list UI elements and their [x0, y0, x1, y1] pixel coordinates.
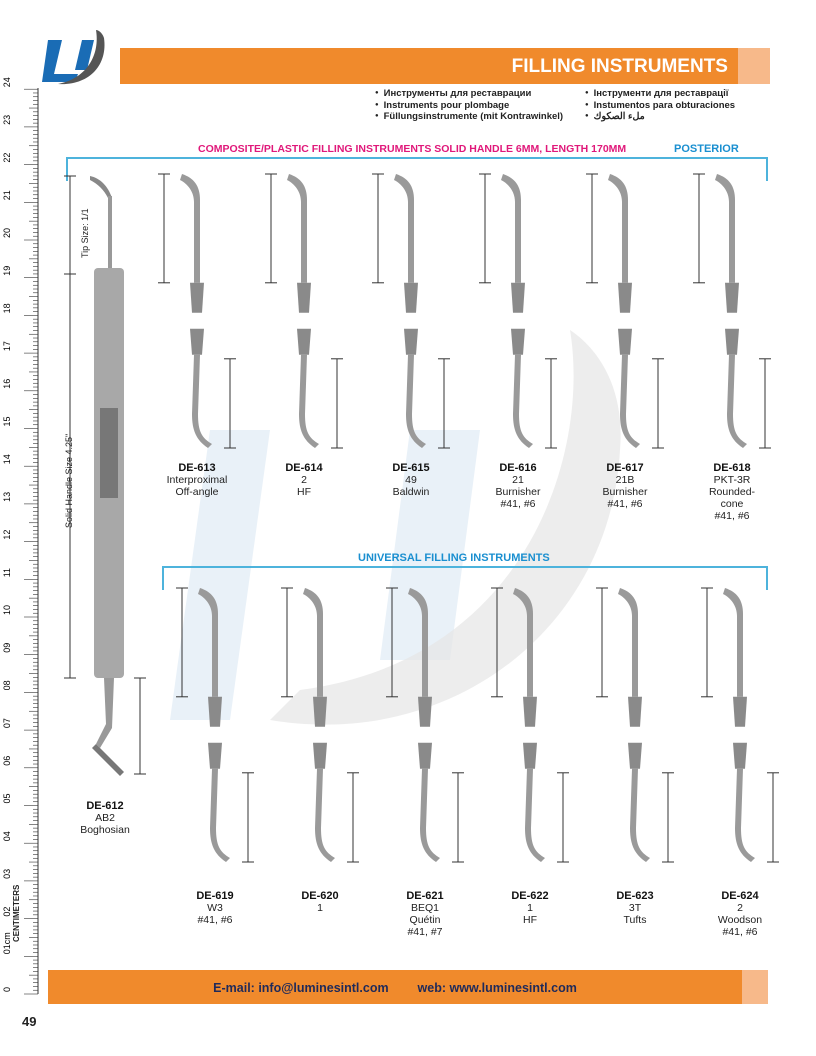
caption-de-619	[170, 890, 260, 926]
instrument-desc: HF	[297, 486, 311, 498]
working-end-top	[723, 588, 743, 697]
ferrule-top	[418, 697, 432, 727]
caption-de-615	[366, 462, 456, 498]
ruler-number: 04	[2, 831, 12, 842]
ruler-unit-label: CENTIMETERS	[12, 884, 21, 942]
instrument-code: DE-624	[721, 890, 759, 902]
desc-de-612-line1: AB2	[95, 812, 115, 824]
working-end-bottom	[299, 355, 319, 448]
section1-title: COMPOSITE/PLASTIC FILLING INSTRUMENTS SOLID HANDLE 6MM, LENGTH 170MM	[198, 143, 627, 155]
instrument-code: DE-619	[196, 890, 234, 902]
instrument-desc: 49	[405, 474, 417, 486]
centimeter-ruler	[0, 77, 44, 1000]
working-end-top	[715, 174, 735, 283]
ruler-number: 02	[2, 906, 12, 917]
caption-de-623	[590, 890, 680, 926]
caption-de-622	[485, 890, 575, 926]
instrument-de-623	[590, 584, 680, 866]
working-end-bottom	[210, 769, 230, 862]
instrument-desc: 3T	[628, 902, 642, 914]
working-end-bottom	[727, 355, 747, 448]
instrument-desc: #41, #7	[407, 926, 443, 938]
ruler-number: 14	[2, 454, 12, 465]
instrument-de-620	[275, 584, 365, 866]
instrument-code: DE-618	[713, 462, 751, 474]
page-number: 49	[22, 1014, 37, 1029]
ferrule-bottom	[190, 329, 204, 355]
working-end-top	[608, 174, 628, 283]
ferrule-top	[208, 697, 222, 727]
ferrule-bottom	[313, 743, 327, 769]
code-de-612: DE-612	[86, 800, 124, 812]
ruler-number: 19	[2, 265, 12, 276]
ferrule-bottom	[733, 743, 747, 769]
section2-title: UNIVERSAL FILLING INSTRUMENTS	[358, 552, 550, 564]
subtitle-fr: ● Instruments pour plombage	[375, 100, 563, 112]
working-end-bottom	[513, 355, 533, 448]
instrument-desc: 2	[737, 902, 743, 914]
instrument-code: DE-613	[178, 462, 216, 474]
ruler-number: 13	[2, 491, 12, 502]
working-end-top	[287, 174, 307, 283]
instrument-de-622	[485, 584, 575, 866]
instrument-desc: Tufts	[623, 914, 647, 926]
working-end-bottom	[315, 769, 335, 862]
ruler-number: 09	[2, 642, 12, 653]
ferrule-top	[511, 283, 525, 313]
instrument-code: DE-615	[392, 462, 430, 474]
instrument-code: DE-617	[606, 462, 644, 474]
working-end-bottom	[620, 355, 640, 448]
caption-de-618	[687, 462, 777, 522]
subtitle-column-left	[375, 88, 563, 123]
footer-bar-tail	[742, 970, 768, 1004]
caption-de-624	[695, 890, 785, 938]
working-end-top	[513, 588, 533, 697]
subtitle-ar: ● ملء الصكوك	[585, 111, 735, 123]
page-title: FILLING INSTRUMENTS	[511, 56, 728, 77]
ruler-number: 15	[2, 416, 12, 427]
instrument-desc: Woodson	[717, 914, 763, 926]
footer-web[interactable]: web: www.luminesintl.com	[417, 981, 577, 995]
ferrule-bottom	[628, 743, 642, 769]
subtitle-uk: ● Інструменти для реставрації	[585, 88, 735, 100]
brand-logo	[38, 30, 110, 86]
instrument-de-615	[366, 170, 456, 452]
ferrule-top	[725, 283, 739, 313]
working-end-bottom	[192, 355, 212, 448]
instrument-de-617	[580, 170, 670, 452]
ruler-number: 16	[2, 378, 12, 389]
ruler-number: 12	[2, 529, 12, 540]
instrument-desc: #41, #6	[607, 498, 643, 510]
caption-de-617	[580, 462, 670, 510]
footer-bar	[48, 970, 768, 1004]
instrument-desc: #41, #6	[722, 926, 758, 938]
instrument-code: DE-616	[499, 462, 537, 474]
ruler-number: 10	[2, 604, 12, 615]
caption-de-620	[275, 890, 365, 914]
working-end-top	[618, 588, 638, 697]
working-end-top	[198, 588, 218, 697]
subtitle-column-right	[585, 88, 735, 123]
working-end-bottom	[420, 769, 440, 862]
ferrule-bottom	[297, 329, 311, 355]
ferrule-top	[404, 283, 418, 313]
ferrule-bottom	[418, 743, 432, 769]
working-end-bottom	[630, 769, 650, 862]
instrument-desc: 21	[512, 474, 524, 486]
instrument-desc: BEQ1	[410, 902, 439, 914]
instrument-desc: W3	[207, 902, 223, 914]
ferrule-bottom	[725, 329, 739, 355]
instrument-desc: cone	[720, 498, 744, 510]
instrument-desc: Off-angle	[175, 486, 219, 498]
working-end-bottom	[406, 355, 426, 448]
instrument-de-616	[473, 170, 563, 452]
ferrule-bottom	[618, 329, 632, 355]
instrument-de-619	[170, 584, 260, 866]
ferrule-top	[297, 283, 311, 313]
ferrule-top	[313, 697, 327, 727]
ferrule-bottom	[208, 743, 222, 769]
ruler-number: 0	[2, 986, 12, 992]
instrument-desc: PKT-3R	[713, 474, 751, 486]
ruler-number: 07	[2, 718, 12, 729]
instrument-code: DE-623	[616, 890, 654, 902]
working-end-top	[501, 174, 521, 283]
ruler-number: 21	[2, 190, 12, 201]
header-bar-tail	[738, 48, 770, 84]
instrument-desc: 1	[317, 902, 323, 914]
header-bar	[120, 48, 770, 84]
working-end-top	[408, 588, 428, 697]
instrument-desc: HF	[523, 914, 537, 926]
ferrule-top	[190, 283, 204, 313]
ferrule-bottom	[523, 743, 537, 769]
ferrule-top	[618, 283, 632, 313]
ruler-number: 23	[2, 114, 12, 125]
ruler-number: 01cm	[2, 932, 12, 955]
instrument-desc: Rounded-	[708, 486, 756, 498]
instrument-code: DE-622	[511, 890, 549, 902]
working-end-top	[303, 588, 323, 697]
instrument-de-621	[380, 584, 470, 866]
ruler-number: 08	[2, 680, 12, 691]
instrument-de-618	[687, 170, 777, 452]
instrument-code: DE-621	[406, 890, 444, 902]
caption-de-612	[60, 800, 150, 836]
instrument-de-614	[259, 170, 349, 452]
instrument-desc: 1	[527, 902, 533, 914]
ruler-number: 06	[2, 755, 12, 766]
working-end-bottom	[525, 769, 545, 862]
subtitle-ru: ● Инструменты для реставрации	[375, 88, 563, 100]
ruler-number: 05	[2, 793, 12, 804]
instrument-desc: 21B	[615, 474, 635, 486]
instrument-desc: #41, #6	[197, 914, 233, 926]
ferrule-top	[733, 697, 747, 727]
ferrule-top	[523, 697, 537, 727]
footer-email[interactable]: E-mail: info@luminesintl.com	[213, 981, 389, 995]
instrument-desc: Burnisher	[602, 486, 648, 498]
subtitle-es: ● Instumentos para obturaciones	[585, 100, 735, 112]
subtitle-de: ● Füllungsinstrumente (mit Kontrawinkel)	[375, 111, 563, 123]
instrument-de-613	[152, 170, 242, 452]
tip-size-label: Tip Size: 1/1	[80, 208, 90, 258]
ruler-number: 18	[2, 303, 12, 314]
working-end-top	[180, 174, 200, 283]
working-end-top	[394, 174, 414, 283]
footer-contact	[48, 970, 742, 1004]
instrument-de-624	[695, 584, 785, 866]
ferrule-top	[628, 697, 642, 727]
handle-size-label: Solid Handle Size 4.25"	[64, 433, 74, 528]
instrument-desc: Interproximal	[166, 474, 228, 486]
desc-de-612-line2: Boghosian	[80, 824, 130, 836]
instrument-desc: Baldwin	[392, 486, 430, 498]
working-end-bottom	[735, 769, 755, 862]
instrument-desc: Burnisher	[495, 486, 541, 498]
instrument-desc: #41, #6	[714, 510, 750, 522]
ruler-number: 03	[2, 868, 12, 879]
ruler-number: 22	[2, 152, 12, 163]
caption-de-613	[152, 462, 242, 498]
ruler-number: 11	[2, 567, 12, 578]
instrument-code: DE-620	[301, 890, 339, 902]
instrument-desc: 2	[301, 474, 307, 486]
caption-de-614	[259, 462, 349, 498]
caption-de-616	[473, 462, 563, 510]
ferrule-bottom	[404, 329, 418, 355]
instrument-desc: Quétin	[409, 914, 441, 926]
ferrule-bottom	[511, 329, 525, 355]
instrument-code: DE-614	[285, 462, 323, 474]
ruler-number: 17	[2, 341, 12, 352]
caption-de-621	[380, 890, 470, 938]
section1-tag: POSTERIOR	[674, 143, 739, 155]
ruler-number: 20	[2, 227, 12, 238]
ruler-number: 24	[1, 77, 12, 88]
instrument-desc: #41, #6	[500, 498, 536, 510]
